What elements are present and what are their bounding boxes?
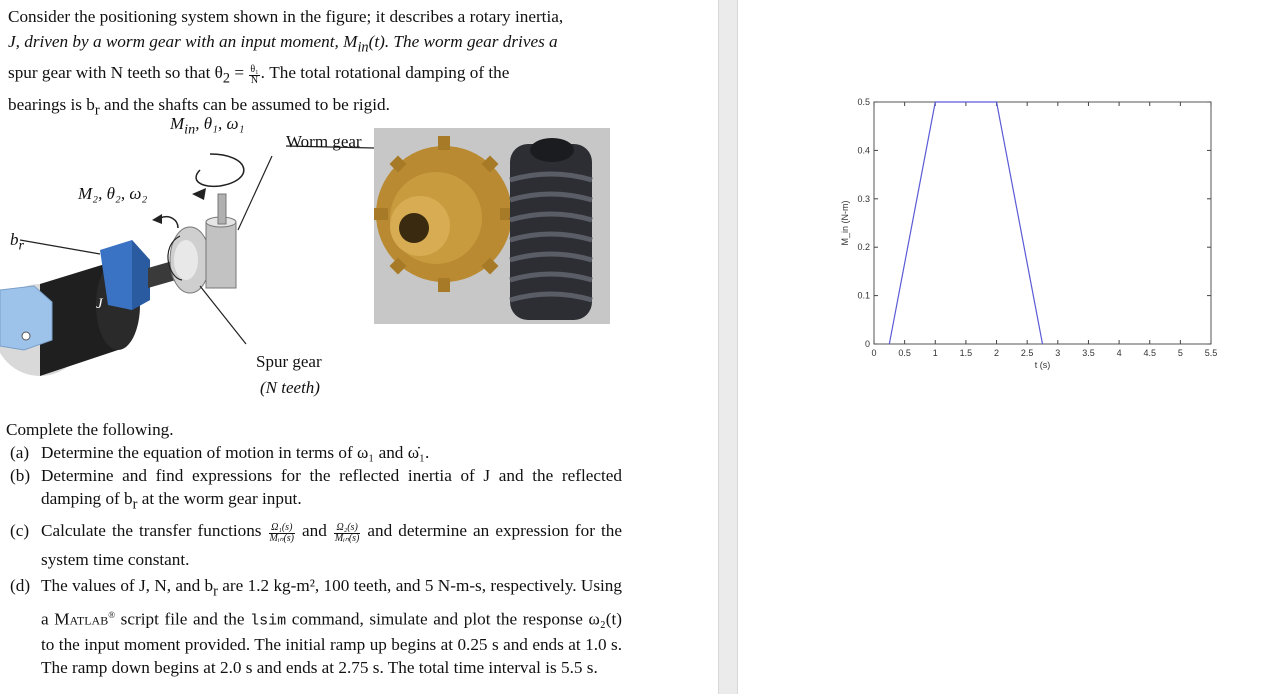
question-b-text: Determine and find expressions for the reflected inertia of J and the reflected damping of b [41, 466, 622, 508]
tf1-num: Ω₁(s) [269, 523, 295, 534]
label-min-rest: , θ₁, ω₁ [195, 114, 245, 133]
question-a-text: Determine the equation of motion in terms of ω₁ and ω̇₁. [41, 443, 430, 462]
y-tick-label: 0.5 [857, 97, 870, 107]
intro-sub-r: r [94, 102, 100, 119]
y-tick-label: 0.1 [857, 290, 870, 301]
intro-sub-2: 2 [222, 70, 231, 87]
question-d-sub: r [213, 583, 218, 600]
x-tick-label: 3 [1055, 348, 1061, 358]
question-b-end: at the worm gear input. [137, 489, 302, 508]
frac-num: θ₁ [250, 64, 259, 76]
question-a [6, 441, 622, 464]
x-tick-label: 5.5 [1204, 348, 1218, 358]
label-min [170, 114, 244, 138]
x-tick-label: 1 [932, 348, 938, 358]
intro-line-2: J, driven by a worm gear with an input moment, M [8, 32, 358, 51]
y-tick-label: 0.3 [857, 193, 870, 204]
tf-omega2-fraction [334, 523, 360, 544]
question-c-and: and [296, 521, 333, 541]
label-n-teeth [260, 378, 320, 398]
page-divider [718, 0, 738, 694]
question-d [6, 574, 622, 678]
x-tick-label: 2 [994, 348, 1000, 358]
label-spur-gear: Spur gear [256, 352, 322, 371]
intro-line-3a: spur gear with N teeth so that θ [8, 63, 223, 83]
gear-photo [374, 128, 610, 324]
intro-sub-in: in [357, 39, 369, 56]
x-tick-label: 2.5 [1020, 348, 1034, 358]
question-c-text2: and determine an expression for the system time constant. [41, 521, 622, 570]
label-min-sub: in [184, 121, 196, 138]
x-tick-label: 0 [871, 348, 877, 358]
question-c [6, 516, 622, 574]
label-j [96, 296, 103, 313]
input-moment-chart [826, 94, 1226, 394]
frac-den: N [250, 75, 259, 87]
x-axis-label: t (s) [1034, 360, 1051, 370]
x-tick-label: 3.5 [1082, 348, 1095, 358]
matlab-reg: ® [108, 609, 116, 620]
questions-block [6, 418, 622, 679]
y-tick-label: 0.2 [857, 242, 870, 253]
tf2-den: Mᵢₙ(s) [334, 533, 360, 545]
question-d-text4: command, simulate and plot the response ω₂(t) to the input moment provided. The initial ramp up begins at 0.25 s and ends at 1.0 s. The ramp down begins at 2.0 s and ends at 2.75 s. The total time interval is 5.5 s. [41, 609, 623, 677]
y-axis-label: M_in (N-m) [840, 200, 850, 246]
gear-schematic [0, 110, 380, 410]
question-b-sub: r [132, 496, 138, 513]
label-j-text: J [96, 296, 103, 312]
worm-screw [510, 138, 592, 320]
question-b-label: (b) [10, 466, 31, 485]
y-tick-label: 0 [864, 339, 870, 349]
question-a-label: (a) [10, 443, 30, 462]
question-d-text3: script file and the [115, 609, 251, 629]
tf1-den: Mᵢₙ(s) [269, 533, 294, 545]
intro-line-4-end: and the shafts can be assumed to be rigid. [99, 94, 390, 114]
x-tick-label: 4 [1116, 348, 1122, 358]
x-tick-label: 0.5 [898, 348, 911, 358]
tf-omega1-fraction [269, 523, 295, 544]
intro-eq: = [230, 63, 249, 83]
x-tick-label: 5 [1177, 348, 1183, 358]
label-br-sub: r [18, 237, 25, 254]
x-tick-label: 1.5 [959, 348, 973, 358]
label-br-b: b [10, 230, 19, 249]
label-min-m: M [170, 114, 185, 133]
intro-line-2-end: (t). The worm gear drives a [368, 32, 558, 51]
y-tick-label: 0.4 [857, 145, 870, 156]
lsim-command: lsim [250, 612, 287, 630]
label-br [10, 230, 24, 254]
intro-line-3c: . The total rotational damping of the [260, 63, 510, 83]
label-n-teeth-text: (N teeth) [260, 378, 320, 397]
problem-intro [8, 4, 622, 123]
question-c-label: (c) [10, 521, 30, 541]
gear-photo-drawing [374, 128, 610, 324]
label-worm-gear: Worm gear [286, 132, 362, 151]
theta-fraction [249, 65, 259, 86]
x-tick-label: 4.5 [1143, 348, 1156, 358]
tf2-num: Ω₂(s) [334, 523, 360, 534]
intro-line-1: Consider the positioning system shown in the figure; it describes a rotary inertia, [8, 7, 564, 26]
question-d-text2: are 1.2 kg-m², 100 teeth, and 5 N-m-s, respectively. Using a [41, 576, 622, 629]
matlab-name: Matlab [54, 609, 109, 629]
intro-line-4: bearings is b [8, 94, 95, 114]
question-c-text1: Calculate the transfer functions [41, 521, 268, 541]
label-m2-text: M₂, θ₂, ω₂ [78, 184, 148, 203]
question-b [6, 464, 622, 516]
plot-area [874, 102, 1211, 344]
question-d-text1: The values of J, N, and b [41, 576, 214, 596]
label-m2 [78, 184, 147, 204]
question-d-label: (d) [10, 576, 31, 596]
questions-heading: Complete the following. [6, 420, 174, 439]
brass-gear [374, 136, 514, 292]
